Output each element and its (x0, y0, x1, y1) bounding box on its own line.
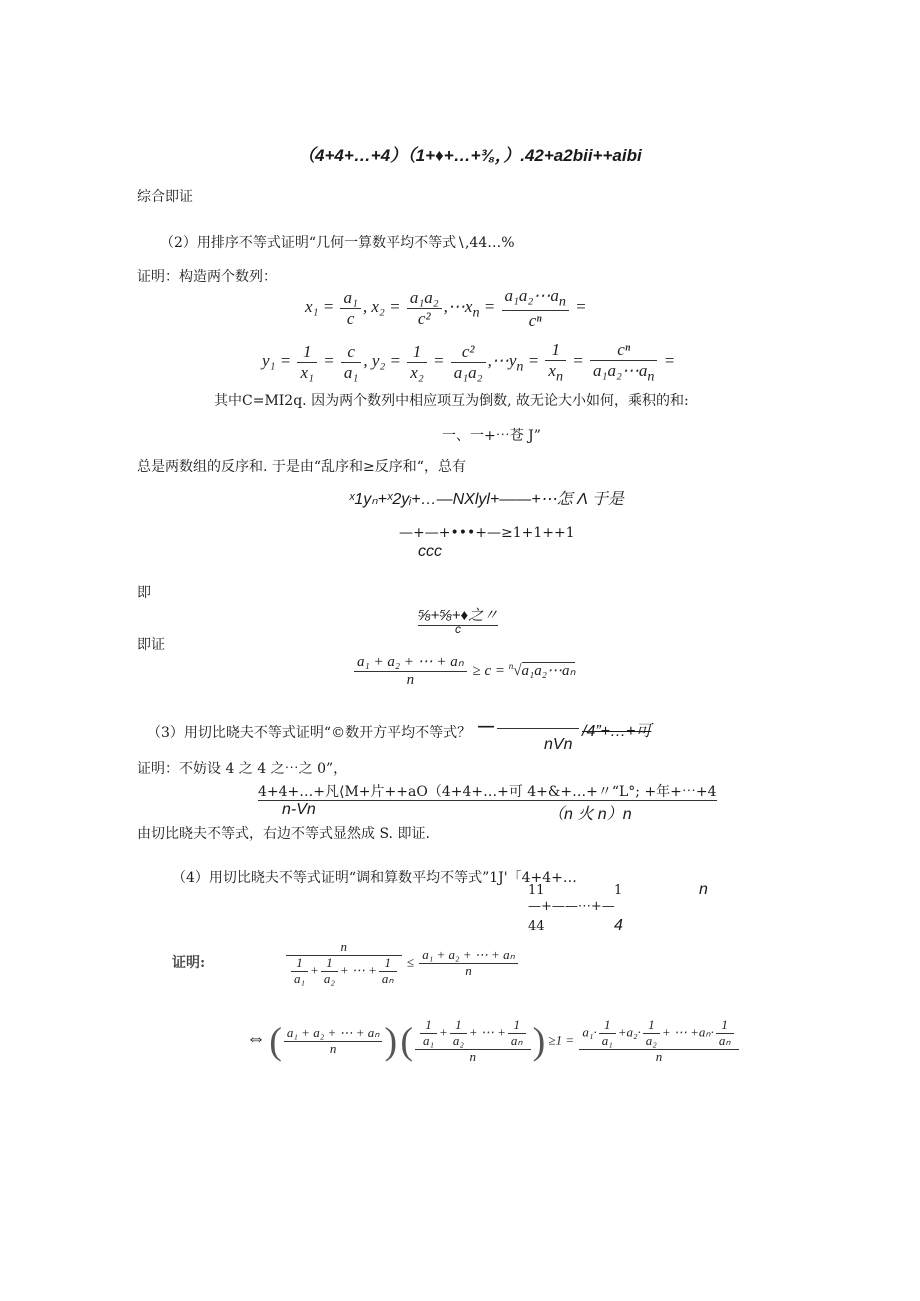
proof-label-construct: 证明：构造两个数列： (137, 269, 277, 285)
x1yn-line: ˣ1yₙ+ˣ2yᵢ+…—NXlyl+——+⋯怎 Λ 于是 (349, 491, 624, 508)
amgm-inequality: $\frac{\text{a₁ + a₂ + ⋯ + aₙ}}{n}$ ≥ c = $^n$√a₁a₂⋯aₙ (352, 654, 575, 690)
item4-11: 11 (528, 883, 545, 898)
qizhong-text: 其中C=MI2q. 因为两个数列中相应项互为倒数, 故无论大小如何，乘积的和: (214, 393, 689, 409)
equation-y-sequence: y₁ = $\frac{1}{\text{x₁}}$ = $\frac{c}{\text{a₁}}$ , y₂ = $\frac{1}{\text{x₂}}$ = $\frac{\text{c²}}{\text{a₁a₂}}$ $,\cdots y_n$ = $\frac{1}{x_n}$ = $\frac{\text{cⁿ}}{a_1a_2\cdots a_n}$ = (262, 340, 676, 384)
yi-line: 一、一+⋯苍 J” (442, 428, 541, 444)
line-nhuo: （n 火 n）n (548, 806, 632, 823)
heading-comprehensive-proof: 综合即证 (137, 189, 193, 205)
item4-4: 4 (614, 917, 623, 934)
item4-dash: —+——⋯+— (528, 899, 615, 914)
top-formula-line: （4+4+…+4）（1+♦+…+⅜，）.42+a2bii++aibi (298, 146, 642, 165)
hm-am-inequality: n $\frac{1}{\text{a₁}}$ + $\frac{1}{\text{a₂}}$ + ⋯ + $\frac{1}{\text{aₙ}}$ ≤ $\frac{\text{a₁ + a₂ + ⋯ + aₙ}}{n}$ (284, 940, 520, 987)
x1: x₁ (305, 297, 319, 317)
frac-a1an-cn: $\frac{a_1a_2\cdots a_n}{\text{cⁿ}}$ (502, 286, 569, 330)
item3-denominator: nVn (544, 736, 573, 753)
item3-fraction-bar (497, 728, 579, 729)
frac-mark-numerator: ⅝+⅝+♦之〃 (418, 604, 498, 626)
item3-tail: /4”+…+可 (582, 723, 652, 740)
item4-n: n (699, 881, 708, 898)
proof4-label: 证明: (172, 955, 206, 971)
item4-1: 1 (614, 883, 623, 898)
frac-a1a2-c2: $\frac{\text{a₁a₂}}{\text{c²}}$ (407, 288, 442, 328)
proof3-line: 证明：不妨设 4 之 4 之⋯之 0”， (137, 761, 348, 777)
dash-sum-line: —+—+•••+—≥1+1++1 (399, 525, 575, 541)
frac-a1-c: $\frac{\text{a₁}}{c}$ (340, 288, 360, 328)
equation-x-sequence: x₁ = $\frac{\text{a₁}}{c}$ , x₂ = $\frac{\text{a₁a₂}}{\text{c²}}$ $,\cdots x_n$ = $\frac{a_1a_2\cdots a_n}{\text{cⁿ}}$ = (305, 286, 587, 330)
item-2-statement: （2）用排序不等式证明“几何一算数平均不等式∖,44…% (160, 235, 515, 251)
ji-label: 即 (137, 585, 151, 601)
ccc-denominators: ccc (418, 543, 442, 560)
youqie-text: 由切比晓夫不等式，右边不等式显然成 S. 即证. (137, 826, 430, 842)
item-3-statement: （3）用切比晓夫不等式证明“©数开方平均不等式？ (147, 725, 472, 741)
line-4plus: 4+4+…+凡⟨M+片++aO（4+4+…+可 4+&+…+〃“L°; +年+⋯+4 (258, 784, 717, 800)
zongshi-text: 总是两数组的反序和. 于是由“乱序和≥反序和“，总有 (137, 459, 466, 475)
line-nvn: n-Vn (282, 801, 316, 818)
item3-dash: — (478, 718, 494, 735)
item4-44: 44 (528, 919, 545, 934)
jizheng-label: 即证 (137, 637, 165, 653)
frac-mark-denominator: c (455, 622, 461, 636)
final-equivalence: ⇔ ( $\frac{\text{a₁ + a₂ + ⋯ + aₙ}}{n}$ ) ( $\frac{1}{\text{a₁}}$ + $\frac{1}{\text{a₂}}$ + ⋯ + $\frac{1}{\text{aₙ}}$ n ) ≥1 = a₁· $\frac{1}{\text{a₁}}$ +a₂· $\frac{1}{\text{a₂}}$ + ⋯ +aₙ· $\frac{1}{\text{aₙ}}$ n (246, 1018, 741, 1065)
item-4-statement: （4）用切比晓夫不等式证明“调和算数平均不等式”1J'「4+4+… (172, 870, 577, 886)
